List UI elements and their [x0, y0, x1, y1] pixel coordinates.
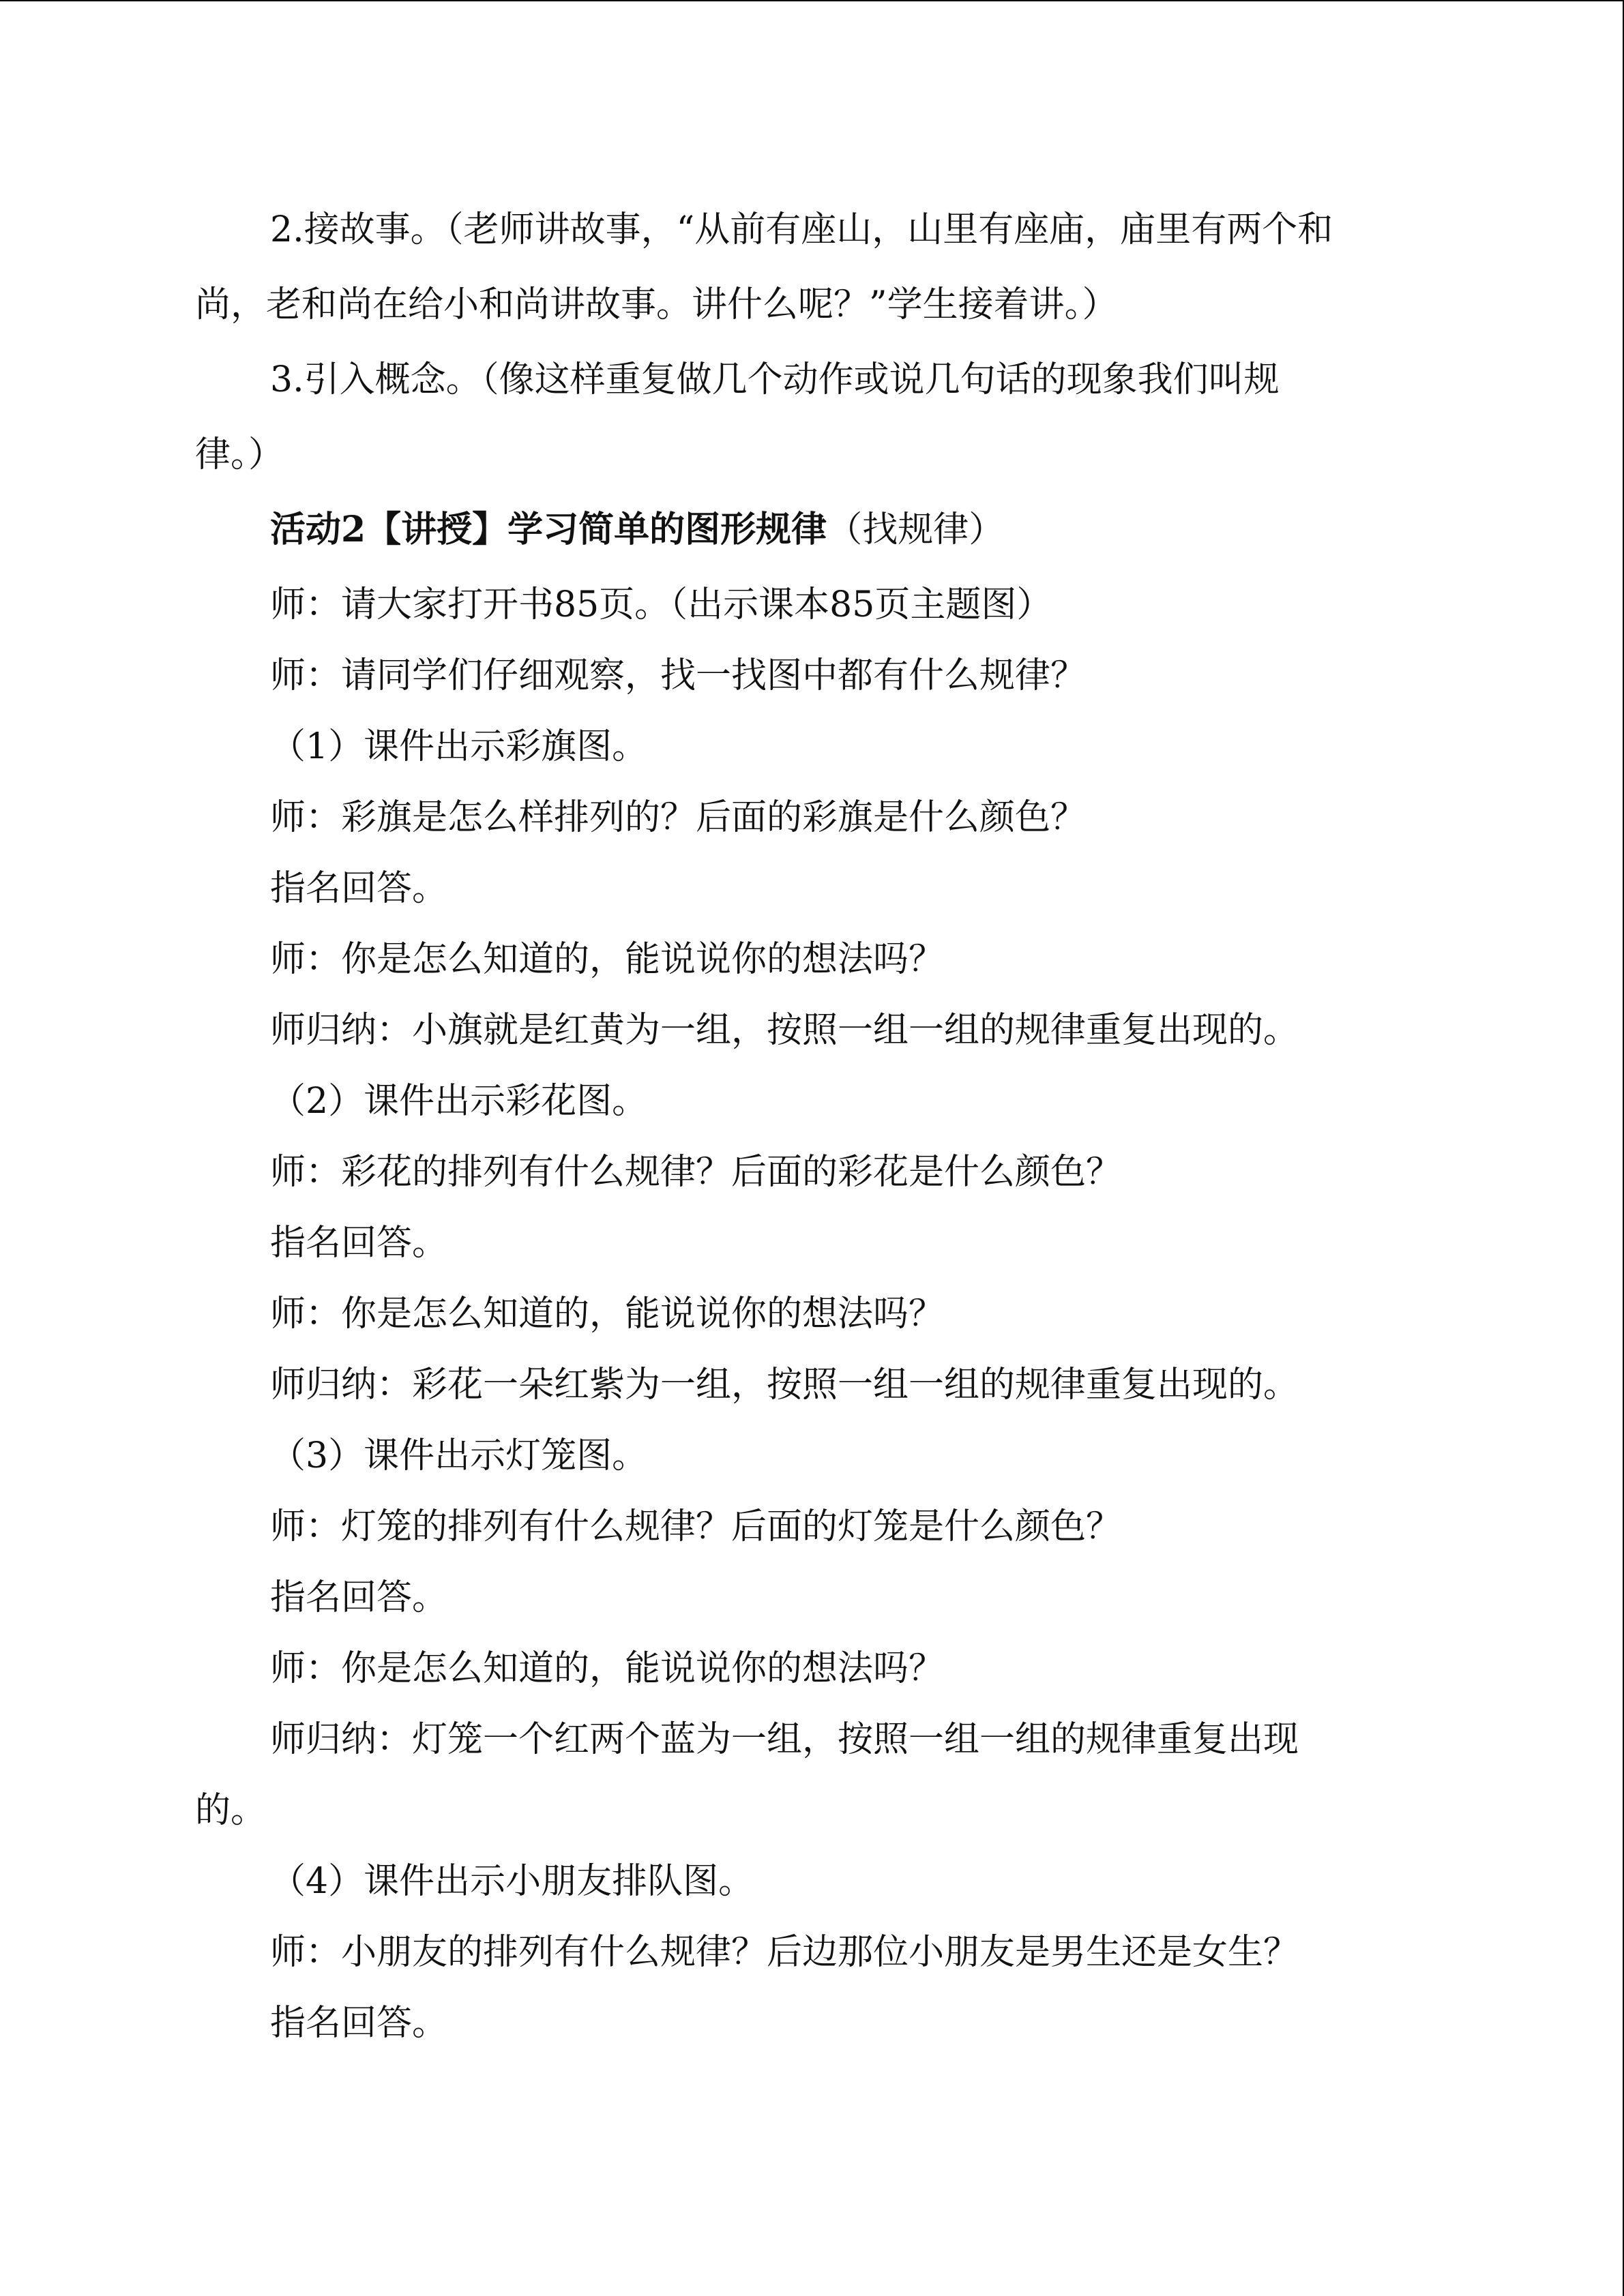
paragraph-line: 师：小朋友的排列有什么规律？后边那位小朋友是男生还是女生？ [270, 1932, 1299, 1973]
paragraph-line: （2）课件出示彩花图。 [270, 1081, 648, 1122]
paragraph-line: 师：你是怎么知道的，能说说你的想法吗？ [270, 939, 945, 980]
activity-heading: 活动2【讲授】学习简单的图形规律 [270, 509, 827, 550]
paragraph-line: 3.引入概念。（像这样重复做几个动作或说几句话的现象我们叫规 [270, 359, 1280, 400]
paragraph-line: 师：请同学们仔细观察，找一找图中都有什么规律？ [270, 655, 1087, 696]
paragraph-line: 师：你是怎么知道的，能说说你的想法吗？ [270, 1294, 945, 1335]
activity-heading-line [270, 506, 1004, 554]
paragraph-line: 师归纳：灯笼一个红两个蓝为一组，按照一组一组的规律重复出现 [270, 1719, 1299, 1760]
activity-heading-note: （找规律） [827, 509, 1005, 550]
paragraph-line: 师归纳：彩花一朵红紫为一组，按照一组一组的规律重复出现的。 [270, 1365, 1299, 1405]
paragraph-line: 律。） [195, 434, 284, 475]
paragraph-line: 师：彩旗是怎么样排列的？后面的彩旗是什么颜色？ [270, 797, 1087, 838]
paragraph-line: 师：灯笼的排列有什么规律？后面的灯笼是什么颜色？ [270, 1506, 1122, 1547]
paragraph-line: 师：你是怎么知道的，能说说你的想法吗？ [270, 1648, 945, 1689]
paragraph-line: 2.接故事。（老师讲故事，“从前有座山，山里有座庙，庙里有两个和 [270, 209, 1333, 250]
paragraph-line: 师：彩花的排列有什么规律？后面的彩花是什么颜色？ [270, 1152, 1122, 1193]
paragraph-line: （3）课件出示灯笼图。 [270, 1435, 648, 1476]
paragraph-line: 指名回答。 [270, 868, 448, 909]
paragraph-line: 指名回答。 [270, 2003, 448, 2044]
paragraph-line: 师归纳：小旗就是红黄为一组，按照一组一组的规律重复出现的。 [270, 1010, 1299, 1051]
paragraph-line: 指名回答。 [270, 1577, 448, 1618]
paragraph-line: 指名回答。 [270, 1223, 448, 1264]
paragraph-line: 的。 [195, 1790, 267, 1831]
paragraph-line: 师：请大家打开书85页。（出示课本85页主题图） [270, 584, 1052, 625]
paragraph-line: （4）课件出示小朋友排队图。 [270, 1861, 754, 1902]
paragraph-line: 尚，老和尚在给小和尚讲故事。讲什么呢？”学生接着讲。） [195, 284, 1118, 325]
paragraph-line: （1）课件出示彩旗图。 [270, 726, 648, 767]
